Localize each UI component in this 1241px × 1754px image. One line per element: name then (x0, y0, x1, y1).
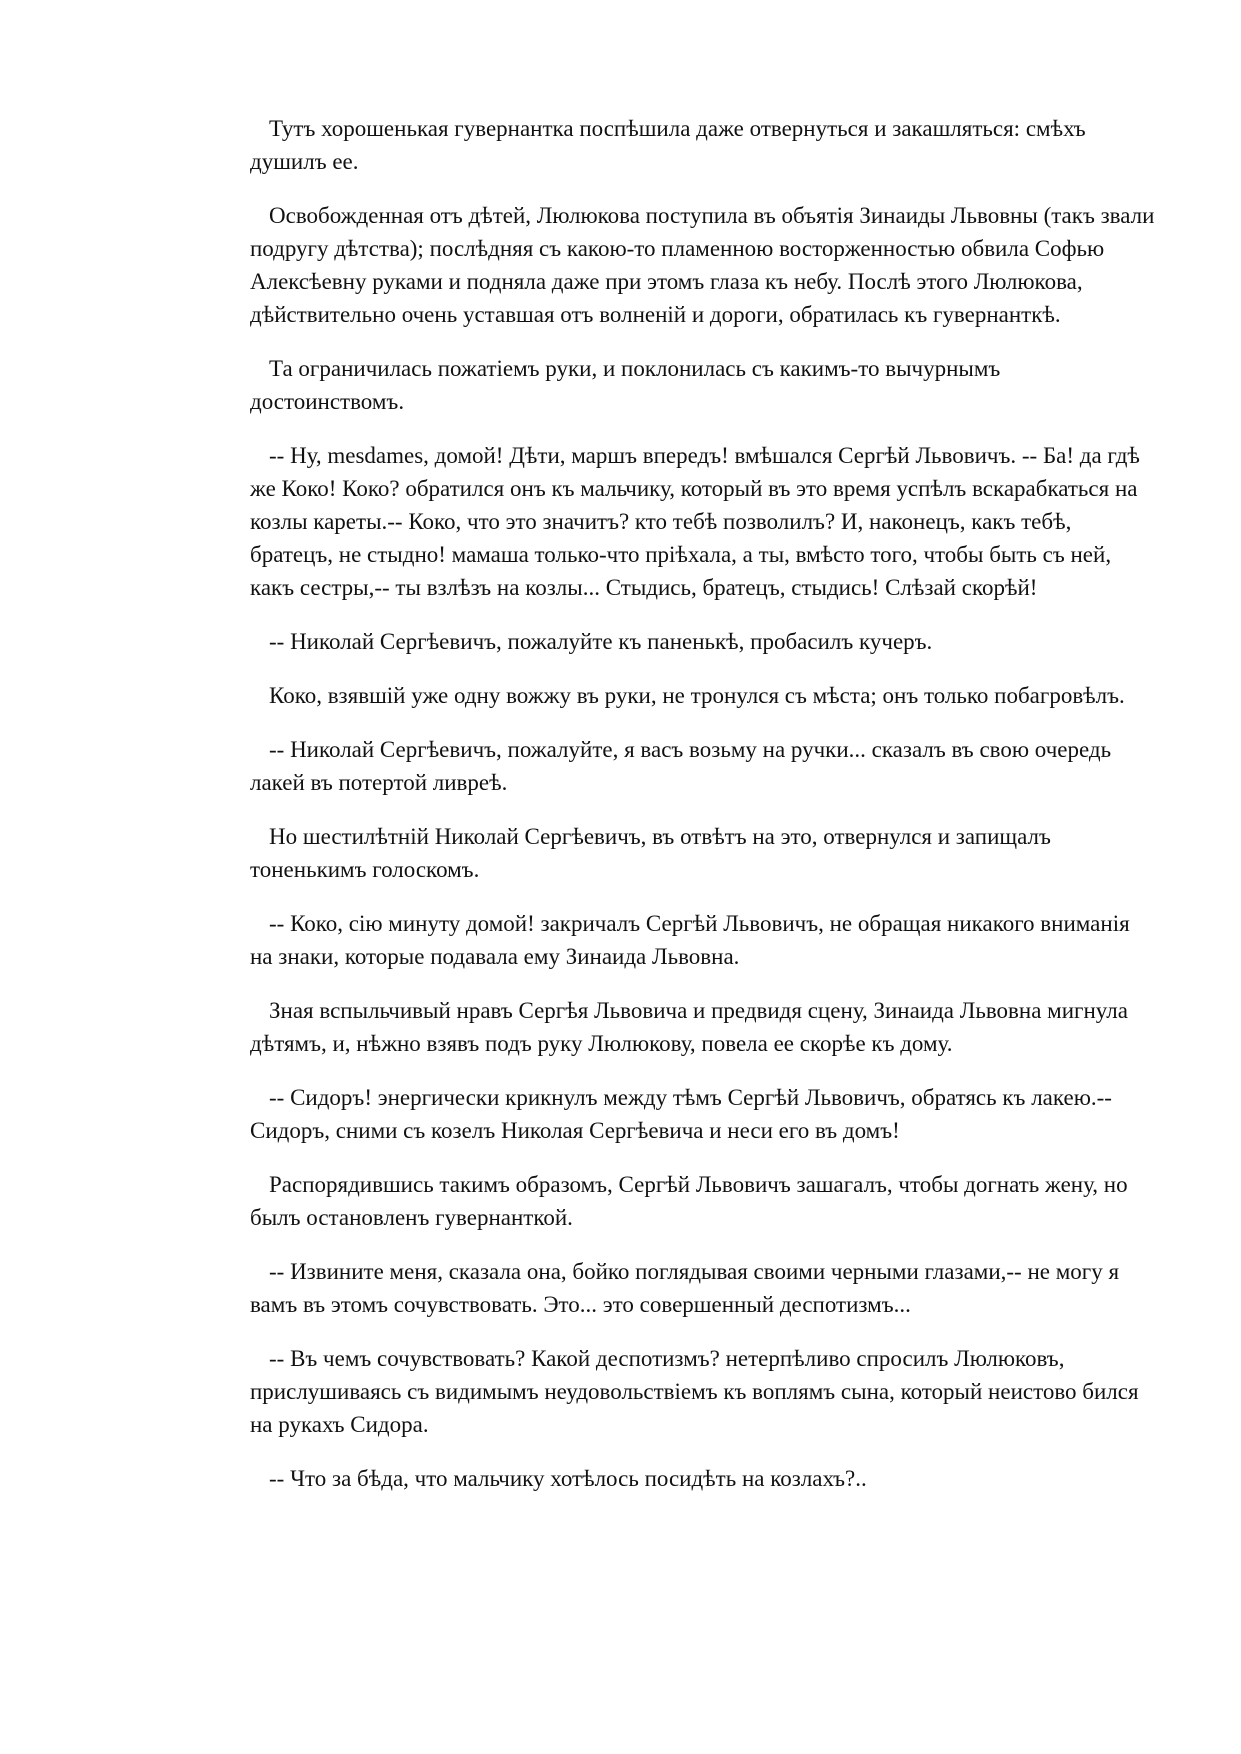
paragraph: -- Ну, mesdames, домой! Дѣти, маршъ впередъ! вмѣшался Сергѣй Львовичъ. -- Ба! да гдѣ же Коко! Коко? обратился онъ къ мальчику, который въ это время успѣлъ вскарабкаться на козлы кареты.-- Коко, что это значитъ? кто тебѣ позволилъ? И, наконецъ, какъ тебѣ, братецъ, не стыдно! мамаша только-что пріѣхала, а ты, вмѣсто того, чтобы быть съ ней, какъ сестры,-- ты взлѣзъ на козлы... Стыдись, братецъ, стыдись! Слѣзай скорѣй! (250, 443, 1140, 600)
paragraph: -- Коко, сію минуту домой! закричалъ Сергѣй Львовичъ, не обращая никакого вниманія на знаки, которые подавала ему Зинаида Львовна. (250, 911, 1130, 969)
paragraph: -- Сидоръ! энергически крикнулъ между тѣмъ Сергѣй Львовичъ, обратясь къ лакею.-- Сидоръ, сними съ козелъ Николая Сергѣевича и неси его въ домъ! (250, 1085, 1112, 1143)
paragraph: -- Что за бѣда, что мальчику хотѣлось посидѣть на козлахъ?.. (269, 1466, 867, 1491)
paragraph: Та ограничилась пожатіемъ руки, и поклонилась съ какимъ-то вычурнымъ достоинствомъ. (250, 356, 1001, 414)
paragraph: -- Извините меня, сказала она, бойко поглядывая своими черными глазами,-- не могу я вамъ въ этомъ сочувствовать. Это... это совершенный деспотизмъ... (250, 1259, 1120, 1317)
paragraph: -- Николай Сергѣевичъ, пожалуйте къ паненькѣ, пробасилъ кучеръ. (269, 629, 933, 654)
text-body (250, 112, 1155, 1516)
paragraph: Зная вспыльчивый нравъ Сергѣя Львовича и предвидя сцену, Зинаида Львовна мигнула дѣтямъ, и, нѣжно взявъ подъ руку Люлюкову, повела ее скорѣе къ дому. (250, 998, 1128, 1056)
paragraph: -- Николай Сергѣевичъ, пожалуйте, я васъ возьму на ручки... сказалъ въ свою очередь лакей въ потертой ливреѣ. (250, 737, 1112, 795)
paragraph: Распорядившись такимъ образомъ, Сергѣй Львовичъ зашагалъ, чтобы догнать жену, но былъ остановленъ гувернанткой. (250, 1172, 1128, 1230)
paragraph: -- Въ чемъ сочувствовать? Какой деспотизмъ? нетерпѣливо спросилъ Люлюковъ, прислушиваясь съ видимымъ неудовольствіемъ къ воплямъ сына, который неистово бился на рукахъ Сидора. (250, 1346, 1139, 1437)
paragraph: Освобожденная отъ дѣтей, Люлюкова поступила въ объятія Зинаиды Львовны (такъ звали подругу дѣтства); послѣдняя съ какою-то пламенною восторженностью обвила Софью Алексѣевну руками и подняла даже при этомъ глаза къ небу. Послѣ этого Люлюкова, дѣйствительно очень уставшая отъ волненій и дороги, обратилась къ гувернанткѣ. (250, 203, 1155, 327)
paragraph: Но шестилѣтній Николай Сергѣевичъ, въ отвѣтъ на это, отвернулся и запищалъ тоненькимъ голоскомъ. (250, 824, 1051, 882)
paragraph: Тутъ хорошенькая гувернантка поспѣшила даже отвернуться и закашляться: смѣхъ душилъ ее. (250, 116, 1086, 174)
paragraph: Коко, взявшій уже одну вожжу въ руки, не тронулся съ мѣста; онъ только побагровѣлъ. (269, 683, 1125, 708)
